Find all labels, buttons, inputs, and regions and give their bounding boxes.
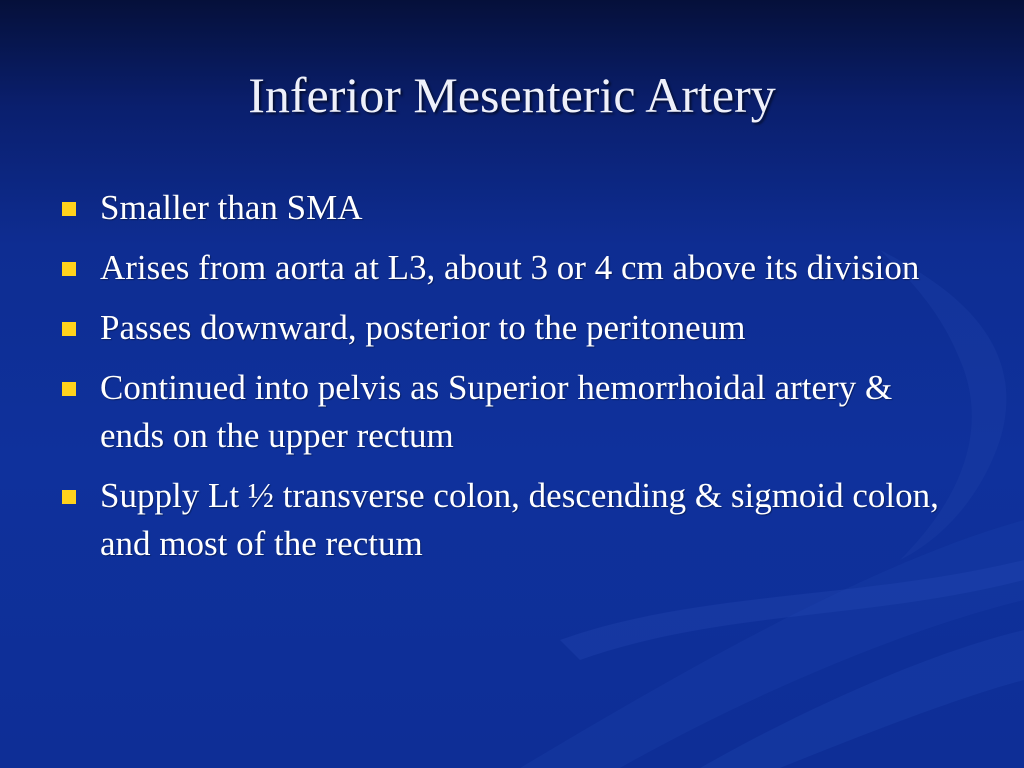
bullet-text: Smaller than SMA: [100, 188, 363, 227]
bullet-list: [62, 184, 962, 580]
bullet-item: [62, 184, 962, 232]
square-bullet-icon: [62, 382, 76, 396]
bullet-text: Arises from aorta at L3, about 3 or 4 cm above its division: [100, 248, 920, 287]
square-bullet-icon: [62, 202, 76, 216]
square-bullet-icon: [62, 262, 76, 276]
bullet-item: [62, 472, 962, 568]
square-bullet-icon: [62, 490, 76, 504]
bullet-text: Passes downward, posterior to the peritoneum: [100, 308, 746, 347]
bullet-item: [62, 304, 962, 352]
bullet-text: Supply Lt ½ transverse colon, descending & sigmoid colon, and most of the rectum: [100, 476, 939, 563]
square-bullet-icon: [62, 322, 76, 336]
slide-title: Inferior Mesenteric Artery: [248, 67, 776, 123]
bullet-item: [62, 244, 962, 292]
bullet-item: [62, 364, 962, 460]
bullet-text: Continued into pelvis as Superior hemorrhoidal artery & ends on the upper rectum: [100, 368, 893, 455]
